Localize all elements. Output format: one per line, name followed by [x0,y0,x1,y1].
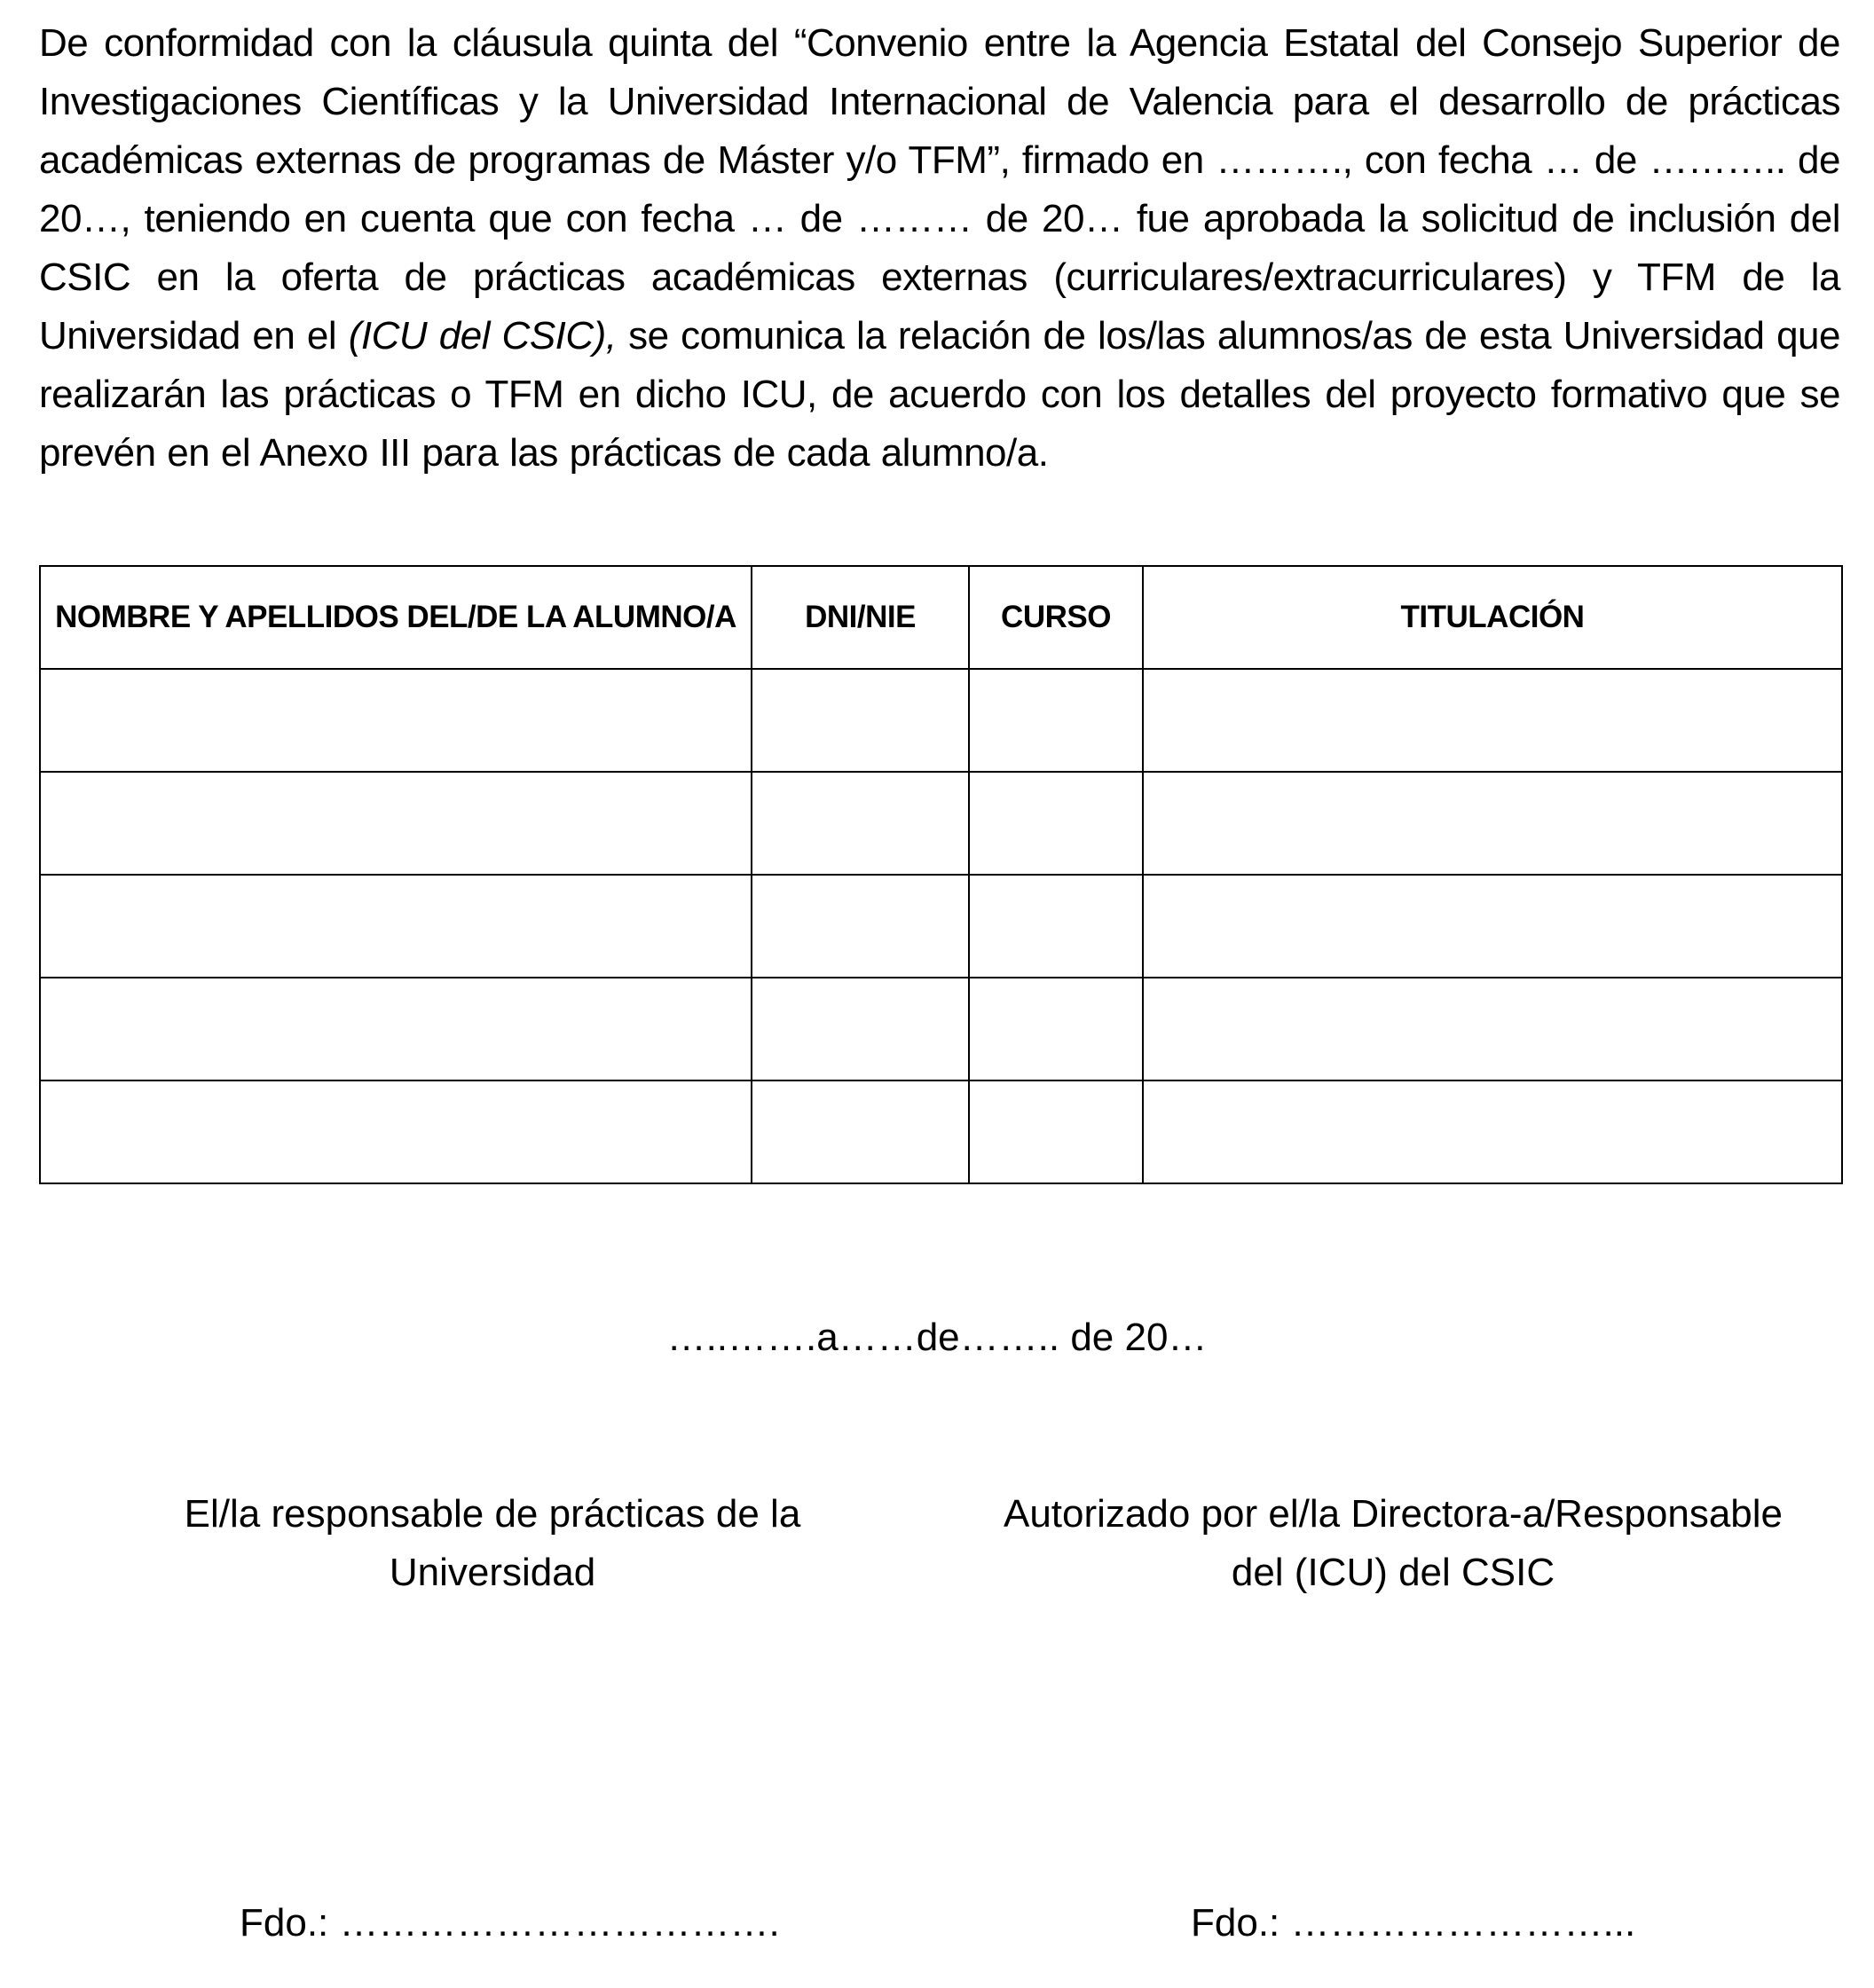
intro-text-end: se comunica la relación de los/las alumnos/as de esta Universidad que realizarán las prácticas o TFM en dicho ICU, de acuerdo con los detalles del proyecto formativo que se prevén en el Anexo III para las prácticas de cada alumno/a. [39,314,1840,475]
university-signatory-label: El/la responsable de prácticas de la Universidad [184,1492,801,1594]
cell-name[interactable] [40,669,752,772]
table-row [40,772,1842,875]
cell-degree[interactable] [1143,772,1842,875]
cell-course[interactable] [969,669,1143,772]
university-signature-line: Fdo.: ……………………………. [240,1901,780,1945]
cell-name[interactable] [40,875,752,978]
cell-name[interactable] [40,1080,752,1183]
cell-dni[interactable] [752,669,969,772]
csic-signature-line: Fdo.: ……………………... [1191,1901,1636,1945]
table-row [40,978,1842,1080]
intro-paragraph [39,14,1840,483]
date-line: …..…….a……de…….. de 20… [666,1316,1208,1359]
header-degree: TITULACIÓN [1143,566,1842,669]
header-dni: DNI/NIE [752,566,969,669]
table-row [40,669,1842,772]
cell-dni[interactable] [752,772,969,875]
cell-course[interactable] [969,1080,1143,1183]
table-header-row [40,566,1842,669]
cell-dni[interactable] [752,978,969,1080]
intro-italic-text: (ICU del CSIC), [348,314,617,358]
header-course: CURSO [969,566,1143,669]
cell-dni[interactable] [752,1080,969,1183]
cell-degree[interactable] [1143,669,1842,772]
cell-degree[interactable] [1143,875,1842,978]
table-row [40,1080,1842,1183]
cell-course[interactable] [969,875,1143,978]
students-table [39,565,1843,1184]
cell-dni[interactable] [752,875,969,978]
cell-name[interactable] [40,772,752,875]
cell-course[interactable] [969,978,1143,1080]
intro-text: De conformidad con la cláusula quinta del “Convenio entre la Agencia Estatal del Consejo Superior de Investigaciones Científicas y la Universidad Internacional de Valencia para el desarrollo de prácticas académicas externas de programas de Máster y/o TFM”, firmado en ………., con fecha … de ……….. de 20…, teniendo en cuenta que con fecha … de ……… de 20… fue aprobada la solicitud de inclusión del CSIC en la oferta de prácticas académicas externas (curriculares/extracurriculares) y TFM de la Universidad en el [39,21,1840,358]
cell-degree[interactable] [1143,1080,1842,1183]
csic-signatory-label: Autorizado por el/la Directora-a/Responsable del (ICU) del CSIC [1003,1492,1783,1594]
cell-degree[interactable] [1143,978,1842,1080]
table-row [40,875,1842,978]
cell-name[interactable] [40,978,752,1080]
header-name: NOMBRE Y APELLIDOS DEL/DE LA ALUMNO/A [40,566,752,669]
cell-course[interactable] [969,772,1143,875]
